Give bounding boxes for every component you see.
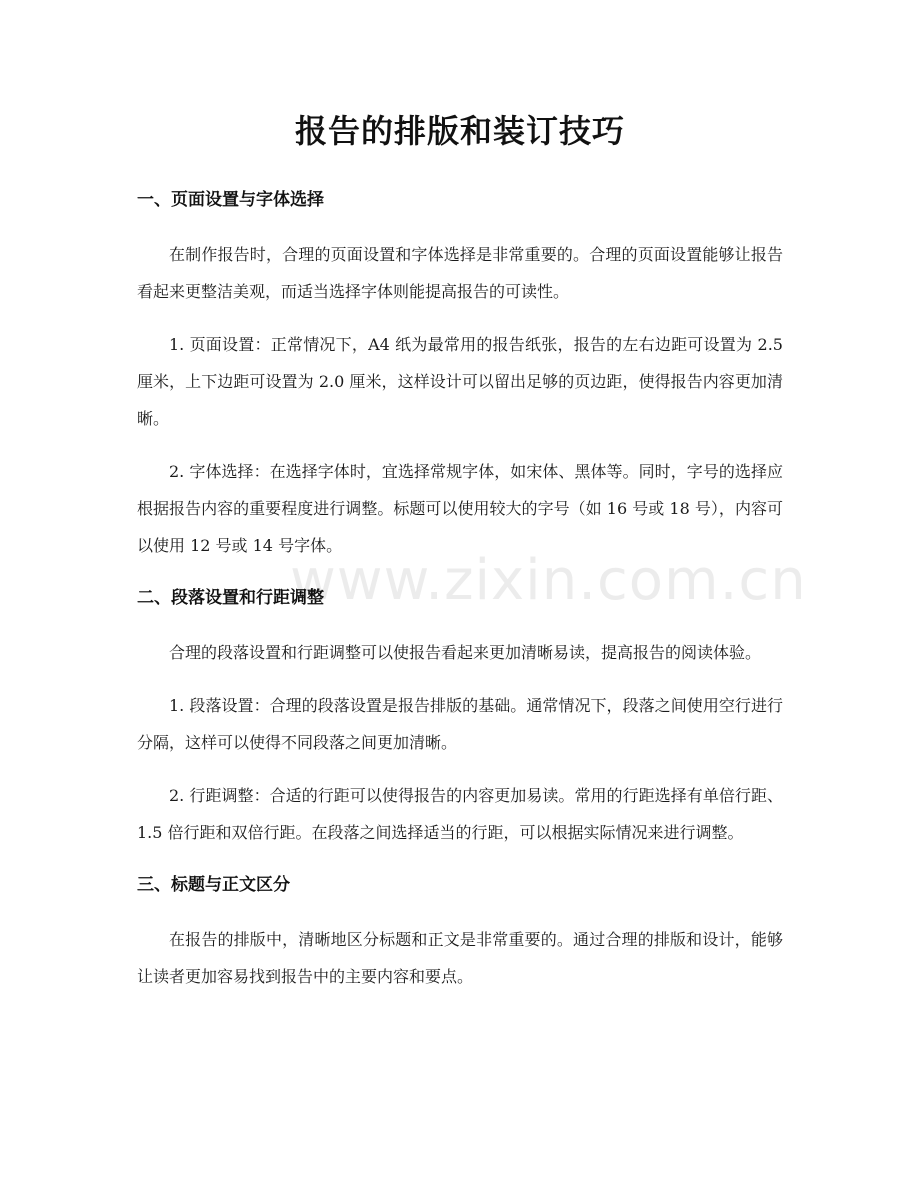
watermark: www.zixin.com.cn xyxy=(290,548,807,613)
section-2-paragraph-1: 合理的段落设置和行距调整可以使报告看起来更加清晰易读，提高报告的阅读体验。 xyxy=(169,643,762,662)
section-1-paragraph-3: 2. 字体选择：在选择字体时，宜选择常规字体，如宋体、黑体等。同时，字号的选择应根据报告内容的重要程度进行调整。标题可以使用较大的字号（如 16 号或 18 号），内容可以使用 12 号或 14 号字体。 xyxy=(137,462,783,555)
document-title: 报告的排版和装订技巧 xyxy=(294,112,625,150)
section-heading-1: 一、页面设置与字体选择 xyxy=(137,190,324,210)
section-2-paragraph-2: 1. 段落设置：合理的段落设置是报告排版的基础。通常情况下，段落之间使用空行进行分隔，这样可以使得不同段落之间更加清晰。 xyxy=(137,696,783,752)
section-heading-3: 三、标题与正文区分 xyxy=(137,875,290,895)
section-1-paragraph-2: 1. 页面设置：正常情况下，A4 纸为最常用的报告纸张，报告的左右边距可设置为 2.5 厘米，上下边距可设置为 2.0 厘米，这样设计可以留出足够的页边距，使得报告内容更加清晰。 xyxy=(137,335,783,428)
section-2-paragraph-3: 2. 行距调整：合适的行距可以使得报告的内容更加易读。常用的行距选择有单倍行距、1.5 倍行距和双倍行距。在段落之间选择适当的行距，可以根据实际情况来进行调整。 xyxy=(137,786,783,842)
document-body xyxy=(137,182,783,1011)
section-heading-2: 二、段落设置和行距调整 xyxy=(137,588,324,608)
section-3-paragraph-1: 在报告的排版中，清晰地区分标题和正文是非常重要的。通过合理的排版和设计，能够让读者更加容易找到报告中的主要内容和要点。 xyxy=(137,930,783,986)
section-1-paragraph-1: 在制作报告时，合理的页面设置和字体选择是非常重要的。合理的页面设置能够让报告看起来更整洁美观，而适当选择字体则能提高报告的可读性。 xyxy=(137,245,783,301)
